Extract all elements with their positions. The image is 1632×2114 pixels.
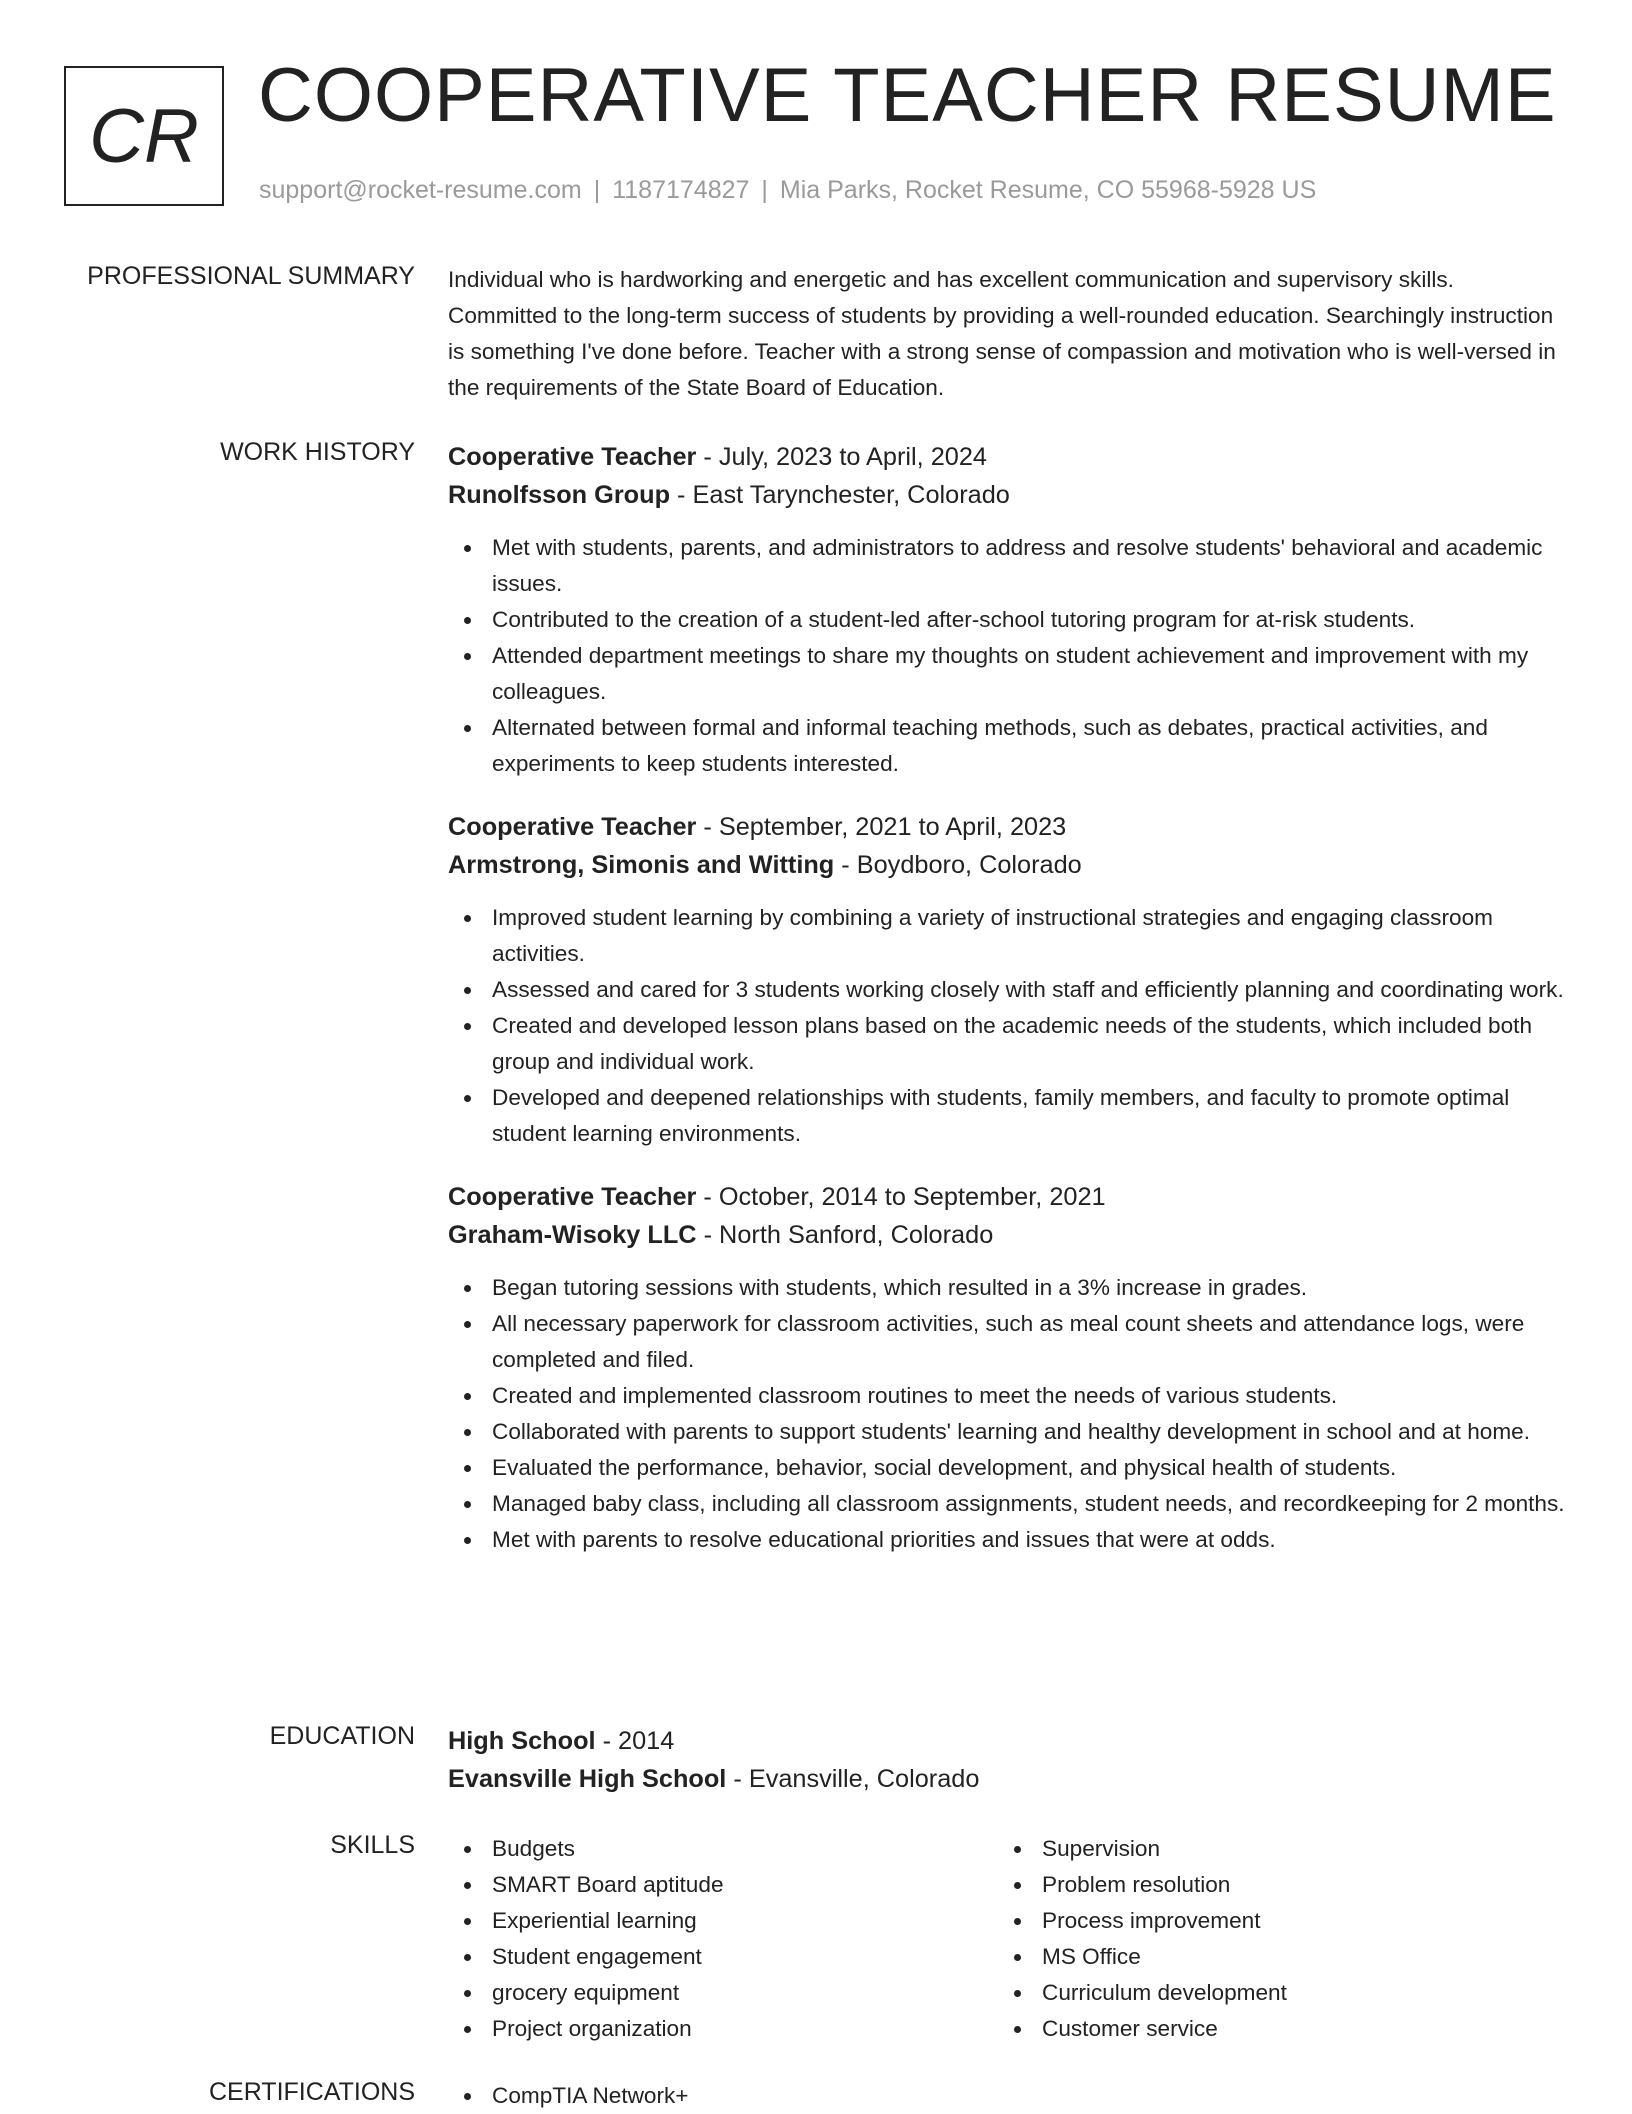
skill-item: Curriculum development <box>998 1975 1538 2011</box>
company-line <box>448 846 1568 884</box>
job-dates: - October, 2014 to September, 2021 <box>696 1183 1106 1211</box>
section-label-skills: SKILLS <box>330 1831 415 1859</box>
job-bullet: Collaborated with parents to support students' learning and healthy development in school and at home. <box>448 1414 1568 1450</box>
job-title: Cooperative Teacher <box>448 443 697 471</box>
job-title: Cooperative Teacher <box>448 1183 697 1211</box>
monogram-logo: CR <box>64 66 224 206</box>
job-bullet: Met with parents to resolve educational priorities and issues that were at odds. <box>448 1522 1568 1558</box>
job-bullet: Improved student learning by combining a variety of instructional strategies and engaging classroom activities. <box>448 900 1568 972</box>
section-label-summary: PROFESSIONAL SUMMARY <box>87 262 415 290</box>
company-line <box>448 476 1568 514</box>
job-bullet: Managed baby class, including all classroom assignments, student needs, and recordkeeping for 2 months. <box>448 1486 1568 1522</box>
skill-item: Supervision <box>998 1831 1538 1867</box>
job-bullet: Created and developed lesson plans based on the academic needs of the students, which included both group and individual work. <box>448 1008 1568 1080</box>
job-bullet: Developed and deepened relationships with students, family members, and faculty to promote optimal student learning environments. <box>448 1080 1568 1152</box>
job-bullets <box>448 1270 1568 1558</box>
job-title-line <box>448 438 1568 476</box>
job-bullet: Began tutoring sessions with students, which resulted in a 3% increase in grades. <box>448 1270 1568 1306</box>
resume-title: COOPERATIVE TEACHER RESUME <box>258 53 1557 138</box>
skill-item: Problem resolution <box>998 1867 1538 1903</box>
job-bullet: Evaluated the performance, behavior, social development, and physical health of students. <box>448 1450 1568 1486</box>
skills-list-right <box>998 1831 1538 2047</box>
contact-email[interactable]: support@rocket-resume.com <box>259 176 582 204</box>
job-entry <box>448 808 1568 1152</box>
skill-item: grocery equipment <box>448 1975 988 2011</box>
education-location: - Evansville, Colorado <box>726 1765 980 1793</box>
job-bullet: Created and implemented classroom routines to meet the needs of various students. <box>448 1378 1568 1414</box>
job-title-line <box>448 1178 1568 1216</box>
company-line <box>448 1216 1568 1254</box>
skill-item: Student engagement <box>448 1939 988 1975</box>
job-bullet: Met with students, parents, and administrators to address and resolve students' behavioral and academic issues. <box>448 530 1568 602</box>
job-title: Cooperative Teacher <box>448 813 697 841</box>
job-bullets <box>448 900 1568 1152</box>
job-bullet: Contributed to the creation of a student-led after-school tutoring program for at-risk students. <box>448 602 1568 638</box>
contact-line <box>259 176 1316 205</box>
job-bullet: Alternated between formal and informal teaching methods, such as debates, practical activities, and experiments to keep students interested. <box>448 710 1568 782</box>
job-dates: - September, 2021 to April, 2023 <box>696 813 1067 841</box>
job-bullet: Attended department meetings to share my thoughts on student achievement and improvement with my colleagues. <box>448 638 1568 710</box>
job-bullet: Assessed and cared for 3 students working closely with staff and efficiently planning and coordinating work. <box>448 972 1568 1008</box>
company-name: Runolfsson Group <box>448 481 671 509</box>
company-location: - East Tarynchester, Colorado <box>670 481 1010 509</box>
skill-item: Process improvement <box>998 1903 1538 1939</box>
contact-separator: | <box>761 176 768 204</box>
company-name: Graham-Wisoky LLC <box>448 1221 697 1249</box>
education-degree: High School <box>448 1727 596 1755</box>
company-name: Armstrong, Simonis and Witting <box>448 851 835 879</box>
education-school-line <box>448 1760 1568 1798</box>
contact-address: Mia Parks, Rocket Resume, CO 55968-5928 US <box>779 176 1317 204</box>
section-label-certifications: CERTIFICATIONS <box>208 2078 415 2106</box>
certifications-list <box>448 2078 1568 2114</box>
job-title-line <box>448 808 1568 846</box>
job-bullet: All necessary paperwork for classroom activities, such as meal count sheets and attendance logs, were completed and filed. <box>448 1306 1568 1378</box>
job-entry <box>448 438 1568 782</box>
skill-item: Project organization <box>448 2011 988 2047</box>
skill-item: MS Office <box>998 1939 1538 1975</box>
company-location: - Boydboro, Colorado <box>834 851 1082 879</box>
skill-item: Customer service <box>998 2011 1538 2047</box>
company-location: - North Sanford, Colorado <box>696 1221 994 1249</box>
skill-item: Experiential learning <box>448 1903 988 1939</box>
certification-item: CompTIA Network+ <box>448 2078 1568 2114</box>
summary-text: Individual who is hardworking and energetic and has excellent communication and supervisory skills. Committed to the long-term success of students by providing a well-rounded education. Searchingly instruction is something I've done before. Teacher with a strong sense of compassion and motivation who is well-versed in the requirements of the State Board of Education. <box>448 267 1556 400</box>
education-year: - 2014 <box>595 1727 675 1755</box>
contact-separator: | <box>593 176 601 204</box>
contact-phone[interactable]: 1187174827 <box>612 176 750 204</box>
section-label-work-history: WORK HISTORY <box>220 438 415 466</box>
education-degree-line <box>448 1722 1568 1760</box>
section-label-education: EDUCATION <box>269 1722 415 1750</box>
job-entry <box>448 1178 1568 1558</box>
job-bullets <box>448 530 1568 782</box>
job-dates: - July, 2023 to April, 2024 <box>696 443 987 471</box>
skill-item: Budgets <box>448 1831 988 1867</box>
skills-list-left <box>448 1831 988 2047</box>
skill-item: SMART Board aptitude <box>448 1867 988 1903</box>
education-school: Evansville High School <box>448 1765 727 1793</box>
